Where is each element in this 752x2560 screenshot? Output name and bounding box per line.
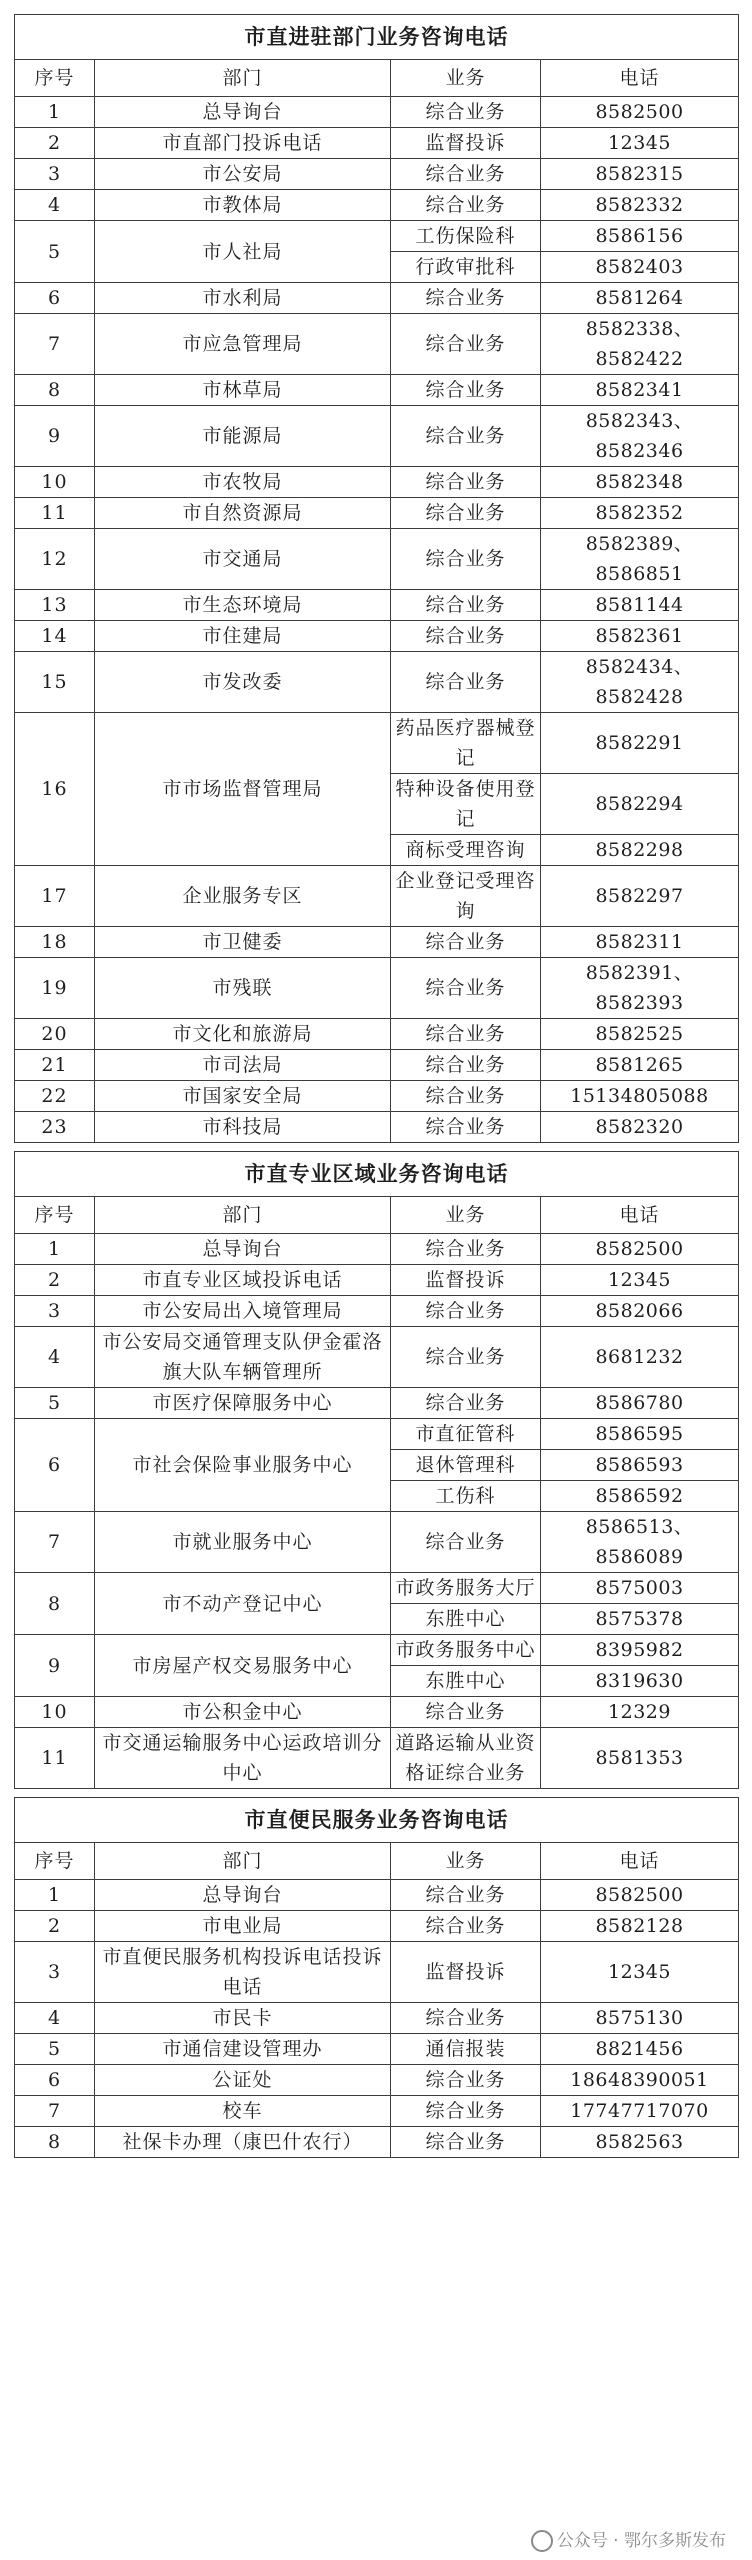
column-header: 序号 — [15, 1843, 95, 1880]
department-name: 市卫健委 — [95, 927, 391, 958]
service-name: 综合业务 — [391, 958, 541, 1019]
table-row — [15, 1388, 739, 1419]
department-name: 市应急管理局 — [95, 314, 391, 375]
phone-number[interactable]: 8582338、8582422 — [541, 314, 739, 375]
phone-number[interactable]: 8586513、8586089 — [541, 1512, 739, 1573]
row-number: 14 — [15, 621, 95, 652]
table-row — [15, 1234, 739, 1265]
phone-number[interactable]: 8582500 — [541, 97, 739, 128]
service-name: 综合业务 — [391, 467, 541, 498]
department-name: 市不动产登记中心 — [95, 1573, 391, 1635]
row-number: 12 — [15, 529, 95, 590]
row-number: 7 — [15, 314, 95, 375]
table-row — [15, 713, 739, 774]
phone-number[interactable]: 8582352 — [541, 498, 739, 529]
service-name: 综合业务 — [391, 375, 541, 406]
service-name: 综合业务 — [391, 159, 541, 190]
phone-number[interactable]: 8582315 — [541, 159, 739, 190]
table-row — [15, 190, 739, 221]
service-name: 综合业务 — [391, 1512, 541, 1573]
service-name: 综合业务 — [391, 1019, 541, 1050]
phone-number[interactable]: 8582500 — [541, 1880, 739, 1911]
department-name: 总导询台 — [95, 97, 391, 128]
table-row — [15, 1942, 739, 2003]
column-header: 部门 — [95, 60, 391, 97]
phone-number[interactable]: 12345 — [541, 128, 739, 159]
row-number: 8 — [15, 375, 95, 406]
service-name: 综合业务 — [391, 1327, 541, 1388]
section-1 — [14, 14, 738, 1143]
row-number: 16 — [15, 713, 95, 866]
department-name: 市医疗保障服务中心 — [95, 1388, 391, 1419]
column-header: 序号 — [15, 60, 95, 97]
phone-number[interactable]: 8582128 — [541, 1911, 739, 1942]
service-name: 药品医疗器械登记 — [391, 713, 541, 774]
service-name: 综合业务 — [391, 2127, 541, 2158]
service-name: 道路运输从业资格证综合业务 — [391, 1728, 541, 1789]
phone-number[interactable]: 8586156 — [541, 221, 739, 252]
department-name: 市教体局 — [95, 190, 391, 221]
row-number: 9 — [15, 1635, 95, 1697]
table-row — [15, 375, 739, 406]
table-row — [15, 2096, 739, 2127]
service-name: 综合业务 — [391, 621, 541, 652]
department-name: 市自然资源局 — [95, 498, 391, 529]
phone-number[interactable]: 8582343、8582346 — [541, 406, 739, 467]
phone-number[interactable]: 8575378 — [541, 1604, 739, 1635]
service-name: 综合业务 — [391, 314, 541, 375]
row-number: 3 — [15, 1296, 95, 1327]
phone-number[interactable]: 8582434、8582428 — [541, 652, 739, 713]
table-row — [15, 1081, 739, 1112]
phone-number[interactable]: 8582389、8586851 — [541, 529, 739, 590]
service-name: 通信报装 — [391, 2034, 541, 2065]
table-row — [15, 927, 739, 958]
row-number: 11 — [15, 498, 95, 529]
column-header: 电话 — [541, 60, 739, 97]
phone-number[interactable]: 8582320 — [541, 1112, 739, 1143]
service-name: 监督投诉 — [391, 128, 541, 159]
department-name: 市住建局 — [95, 621, 391, 652]
department-name: 社保卡办理（康巴什农行） — [95, 2127, 391, 2158]
phone-number[interactable]: 8586592 — [541, 1481, 739, 1512]
department-name: 市公安局出入境管理局 — [95, 1296, 391, 1327]
department-name: 市文化和旅游局 — [95, 1019, 391, 1050]
service-name: 综合业务 — [391, 2003, 541, 2034]
department-name: 市水利局 — [95, 283, 391, 314]
department-name: 市公安局 — [95, 159, 391, 190]
table-row — [15, 2003, 739, 2034]
wechat-icon — [531, 2530, 553, 2552]
row-number: 13 — [15, 590, 95, 621]
department-name: 校车 — [95, 2096, 391, 2127]
table-row — [15, 652, 739, 713]
department-name: 市人社局 — [95, 221, 391, 283]
row-number: 1 — [15, 1880, 95, 1911]
table-row — [15, 1327, 739, 1388]
page — [14, 14, 738, 2166]
service-name: 综合业务 — [391, 529, 541, 590]
department-name: 市房屋产权交易服务中心 — [95, 1635, 391, 1697]
table-row — [15, 128, 739, 159]
service-name: 企业登记受理咨询 — [391, 866, 541, 927]
phone-table — [14, 1151, 739, 1789]
service-name: 行政审批科 — [391, 252, 541, 283]
service-name: 综合业务 — [391, 1112, 541, 1143]
table-row — [15, 1265, 739, 1296]
table-row — [15, 314, 739, 375]
table-row — [15, 1573, 739, 1604]
department-name: 企业服务专区 — [95, 866, 391, 927]
phone-number[interactable]: 8582403 — [541, 252, 739, 283]
table-row — [15, 529, 739, 590]
phone-number[interactable]: 8582297 — [541, 866, 739, 927]
department-name: 公证处 — [95, 2065, 391, 2096]
table-row — [15, 1419, 739, 1450]
table-row — [15, 1911, 739, 1942]
service-name: 东胜中心 — [391, 1666, 541, 1697]
department-name: 市发改委 — [95, 652, 391, 713]
section-2 — [14, 1151, 738, 1789]
phone-number[interactable]: 8582311 — [541, 927, 739, 958]
service-name: 综合业务 — [391, 927, 541, 958]
department-name: 市直部门投诉电话 — [95, 128, 391, 159]
table-row — [15, 1112, 739, 1143]
table-row — [15, 1512, 739, 1573]
service-name: 工伤保险科 — [391, 221, 541, 252]
section-3 — [14, 1797, 738, 2158]
department-name: 市社会保险事业服务中心 — [95, 1419, 391, 1512]
row-number: 21 — [15, 1050, 95, 1081]
phone-number[interactable]: 8586593 — [541, 1450, 739, 1481]
phone-number[interactable]: 8582332 — [541, 190, 739, 221]
department-name: 市科技局 — [95, 1112, 391, 1143]
phone-number[interactable]: 8821456 — [541, 2034, 739, 2065]
table-title: 市直进驻部门业务咨询电话 — [15, 15, 739, 60]
row-number: 7 — [15, 1512, 95, 1573]
row-number: 5 — [15, 2034, 95, 2065]
phone-number[interactable]: 8586595 — [541, 1419, 739, 1450]
service-name: 商标受理咨询 — [391, 835, 541, 866]
department-name: 市司法局 — [95, 1050, 391, 1081]
service-name: 综合业务 — [391, 590, 541, 621]
phone-table — [14, 14, 739, 1143]
service-name: 市政务服务中心 — [391, 1635, 541, 1666]
table-row — [15, 621, 739, 652]
phone-number[interactable]: 8681232 — [541, 1327, 739, 1388]
row-number: 10 — [15, 467, 95, 498]
service-name: 综合业务 — [391, 1388, 541, 1419]
service-name: 综合业务 — [391, 97, 541, 128]
service-name: 监督投诉 — [391, 1265, 541, 1296]
department-name: 市国家安全局 — [95, 1081, 391, 1112]
phone-number[interactable]: 8582348 — [541, 467, 739, 498]
row-number: 22 — [15, 1081, 95, 1112]
row-number: 7 — [15, 2096, 95, 2127]
column-header: 电话 — [541, 1843, 739, 1880]
phone-number[interactable]: 18648390051 — [541, 2065, 739, 2096]
column-header: 业务 — [391, 1843, 541, 1880]
phone-number[interactable]: 17747717070 — [541, 2096, 739, 2127]
phone-table — [14, 1797, 739, 2158]
service-name: 综合业务 — [391, 2096, 541, 2127]
row-number: 3 — [15, 159, 95, 190]
phone-number[interactable]: 8581265 — [541, 1050, 739, 1081]
watermark-text: 公众号 · 鄂尔多斯发布 — [556, 2531, 726, 2551]
service-name: 综合业务 — [391, 652, 541, 713]
column-header: 部门 — [95, 1843, 391, 1880]
service-name: 综合业务 — [391, 1081, 541, 1112]
department-name: 市就业服务中心 — [95, 1512, 391, 1573]
service-name: 市政务服务大厅 — [391, 1573, 541, 1604]
row-number: 6 — [15, 283, 95, 314]
service-name: 市直征管科 — [391, 1419, 541, 1450]
row-number: 3 — [15, 1942, 95, 2003]
phone-number[interactable]: 8582291 — [541, 713, 739, 774]
column-header: 序号 — [15, 1197, 95, 1234]
table-title: 市直专业区域业务咨询电话 — [15, 1152, 739, 1197]
service-name: 工伤科 — [391, 1481, 541, 1512]
column-header: 电话 — [541, 1197, 739, 1234]
row-number: 8 — [15, 1573, 95, 1635]
department-name: 市交通局 — [95, 529, 391, 590]
row-number: 6 — [15, 2065, 95, 2096]
service-name: 综合业务 — [391, 190, 541, 221]
row-number: 9 — [15, 406, 95, 467]
table-title: 市直便民服务业务咨询电话 — [15, 1798, 739, 1843]
row-number: 2 — [15, 1265, 95, 1296]
phone-number[interactable]: 8581144 — [541, 590, 739, 621]
phone-number[interactable]: 8582294 — [541, 774, 739, 835]
table-row — [15, 159, 739, 190]
department-name: 市林草局 — [95, 375, 391, 406]
service-name: 特种设备使用登记 — [391, 774, 541, 835]
column-header: 业务 — [391, 60, 541, 97]
department-name: 市电业局 — [95, 1911, 391, 1942]
department-name: 市直专业区域投诉电话 — [95, 1265, 391, 1296]
phone-number[interactable]: 8319630 — [541, 1666, 739, 1697]
table-row — [15, 2065, 739, 2096]
phone-number[interactable]: 8582563 — [541, 2127, 739, 2158]
phone-number[interactable]: 8581353 — [541, 1728, 739, 1789]
table-row — [15, 2127, 739, 2158]
row-number: 20 — [15, 1019, 95, 1050]
phone-number[interactable]: 8582500 — [541, 1234, 739, 1265]
phone-number[interactable]: 8582525 — [541, 1019, 739, 1050]
department-name: 总导询台 — [95, 1234, 391, 1265]
row-number: 19 — [15, 958, 95, 1019]
watermark — [525, 2524, 732, 2554]
department-name: 市农牧局 — [95, 467, 391, 498]
phone-number[interactable]: 8575130 — [541, 2003, 739, 2034]
row-number: 17 — [15, 866, 95, 927]
department-name: 市能源局 — [95, 406, 391, 467]
table-row — [15, 1697, 739, 1728]
service-name: 综合业务 — [391, 2065, 541, 2096]
table-row — [15, 590, 739, 621]
table-row — [15, 1050, 739, 1081]
department-name: 市市场监督管理局 — [95, 713, 391, 866]
table-row — [15, 467, 739, 498]
service-name: 综合业务 — [391, 283, 541, 314]
service-name: 综合业务 — [391, 406, 541, 467]
table-row — [15, 866, 739, 927]
row-number: 8 — [15, 2127, 95, 2158]
service-name: 综合业务 — [391, 1911, 541, 1942]
row-number: 2 — [15, 128, 95, 159]
column-header: 业务 — [391, 1197, 541, 1234]
table-row — [15, 97, 739, 128]
row-number: 4 — [15, 1327, 95, 1388]
column-header: 部门 — [95, 1197, 391, 1234]
row-number: 15 — [15, 652, 95, 713]
department-name: 市生态环境局 — [95, 590, 391, 621]
phone-number[interactable]: 8582341 — [541, 375, 739, 406]
table-row — [15, 406, 739, 467]
row-number: 5 — [15, 1388, 95, 1419]
department-name: 总导询台 — [95, 1880, 391, 1911]
row-number: 18 — [15, 927, 95, 958]
row-number: 10 — [15, 1697, 95, 1728]
phone-number[interactable]: 8582391、8582393 — [541, 958, 739, 1019]
service-name: 综合业务 — [391, 1296, 541, 1327]
service-name: 监督投诉 — [391, 1942, 541, 2003]
service-name: 综合业务 — [391, 1697, 541, 1728]
phone-number[interactable]: 15134805088 — [541, 1081, 739, 1112]
table-row — [15, 1019, 739, 1050]
row-number: 5 — [15, 221, 95, 283]
phone-number[interactable]: 8582298 — [541, 835, 739, 866]
row-number: 11 — [15, 1728, 95, 1789]
phone-number[interactable]: 12345 — [541, 1265, 739, 1296]
phone-number[interactable]: 8581264 — [541, 283, 739, 314]
service-name: 综合业务 — [391, 1234, 541, 1265]
department-name: 市通信建设管理办 — [95, 2034, 391, 2065]
service-name: 综合业务 — [391, 1050, 541, 1081]
department-name: 市交通运输服务中心运政培训分中心 — [95, 1728, 391, 1789]
department-name: 市民卡 — [95, 2003, 391, 2034]
table-row — [15, 1635, 739, 1666]
row-number: 4 — [15, 2003, 95, 2034]
department-name: 市公安局交通管理支队伊金霍洛旗大队车辆管理所 — [95, 1327, 391, 1388]
phone-number[interactable]: 8575003 — [541, 1573, 739, 1604]
service-name: 东胜中心 — [391, 1604, 541, 1635]
phone-number[interactable]: 8582066 — [541, 1296, 739, 1327]
table-row — [15, 2034, 739, 2065]
table-row — [15, 1296, 739, 1327]
department-name: 市直便民服务机构投诉电话投诉电话 — [95, 1942, 391, 2003]
row-number: 1 — [15, 1234, 95, 1265]
row-number: 1 — [15, 97, 95, 128]
phone-number[interactable]: 12345 — [541, 1942, 739, 2003]
phone-number[interactable]: 8582361 — [541, 621, 739, 652]
service-name: 综合业务 — [391, 1880, 541, 1911]
table-row — [15, 958, 739, 1019]
row-number: 2 — [15, 1911, 95, 1942]
table-row — [15, 1880, 739, 1911]
phone-number[interactable]: 12329 — [541, 1697, 739, 1728]
row-number: 23 — [15, 1112, 95, 1143]
row-number: 4 — [15, 190, 95, 221]
department-name: 市残联 — [95, 958, 391, 1019]
table-row — [15, 498, 739, 529]
table-row — [15, 1728, 739, 1789]
row-number: 6 — [15, 1419, 95, 1512]
phone-number[interactable]: 8586780 — [541, 1388, 739, 1419]
service-name: 综合业务 — [391, 498, 541, 529]
table-row — [15, 221, 739, 252]
table-row — [15, 283, 739, 314]
service-name: 退休管理科 — [391, 1450, 541, 1481]
phone-number[interactable]: 8395982 — [541, 1635, 739, 1666]
department-name: 市公积金中心 — [95, 1697, 391, 1728]
